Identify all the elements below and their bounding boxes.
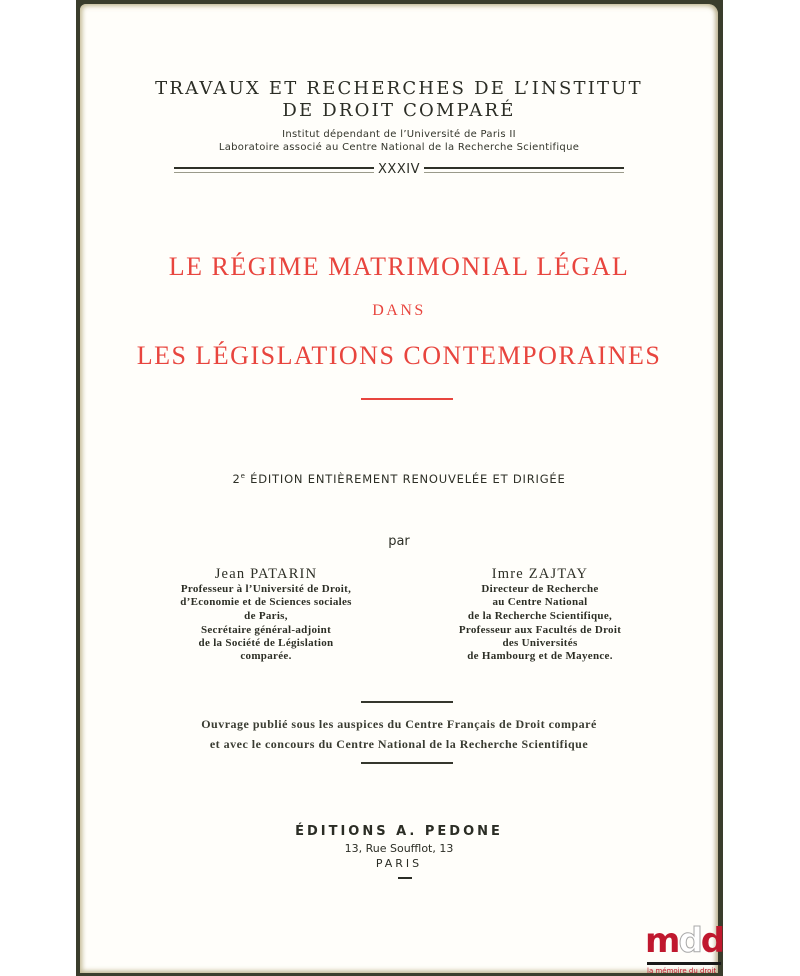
auspices-line2: et avec le concours du Centre National de la Recherche Scientifique	[209, 737, 589, 751]
logo-letter-d-outline: d	[678, 921, 701, 961]
volume-number: XXXIV	[378, 162, 420, 177]
author-affiliation-line: de Hambourg et de Mayence.	[467, 650, 613, 663]
auspices-rule-bottom	[361, 762, 453, 764]
logo-bar	[647, 962, 721, 965]
logo-mark	[645, 921, 724, 961]
series-subtitle-line1: Institut dépendant de l’Université de Paris II	[282, 129, 516, 140]
author-patarin	[166, 565, 366, 664]
author-last-name: PATARIN	[250, 566, 318, 582]
author-affiliation-line: de la Recherche Scientifique,	[467, 609, 613, 622]
series-subtitle-line2: Laboratoire associé au Centre National de la Recherche Scientifique	[218, 142, 580, 153]
author-affiliation-line: Professeur à l’Université de Droit,	[180, 583, 352, 595]
auspices-line1: Ouvrage publié sous les auspices du Centre Français de Droit comparé	[201, 717, 597, 731]
publisher-address: 13, Rue Soufflot, 13	[344, 842, 454, 855]
edition-text: ÉDITION ENTIÈREMENT RENOUVELÉE ET DIRIGÉE	[245, 472, 566, 486]
auspices-rule-top	[361, 701, 453, 703]
author-affiliation-line: Directeur de Recherche	[481, 583, 599, 595]
publisher-city: PARIS	[375, 857, 423, 870]
cover-page	[80, 4, 718, 973]
author-affiliation-line: des Universités	[502, 637, 578, 650]
edition-statement	[80, 472, 718, 486]
author-first-name: Jean	[214, 566, 246, 582]
logo-letter-m: m	[645, 921, 679, 961]
author-affiliation-line: de Paris,	[244, 609, 288, 622]
author-first-name: Imre	[491, 566, 524, 582]
author-name	[166, 565, 366, 583]
mdd-logo	[645, 920, 723, 976]
author-affiliation-line: de la Société de Législation	[198, 637, 334, 650]
book-cover	[76, 0, 723, 976]
title-divider	[361, 398, 453, 400]
book-title-line2: DANS	[372, 302, 426, 319]
author-last-name: ZAJTAY	[528, 566, 589, 582]
volume-rule-right	[424, 167, 624, 173]
logo-tagline: la mémoire du droit	[647, 967, 717, 975]
edition-number: 2	[232, 472, 241, 486]
logo-letter-d: d	[700, 921, 724, 961]
author-affiliation-line: comparée.	[240, 650, 292, 663]
edition-suffix: e	[240, 472, 246, 481]
volume-row	[80, 162, 718, 177]
author-name	[430, 565, 650, 583]
publisher-name: ÉDITIONS A. PEDONE	[295, 824, 503, 839]
author-affiliation-line: d’Economie et de Sciences sociales	[180, 596, 352, 609]
book-title-line3: LES LÉGISLATIONS CONTEMPORAINES	[136, 341, 662, 370]
series-title-line2: DE DROIT COMPARÉ	[282, 100, 516, 121]
publisher-dash	[398, 877, 412, 879]
author-affiliation-line: au Centre National	[492, 596, 588, 609]
author-affiliation-line: Secrétaire général-adjoint	[200, 623, 332, 636]
series-title-line1: TRAVAUX ET RECHERCHES DE L’INSTITUT	[155, 78, 643, 99]
by-label: par	[388, 534, 410, 549]
author-zajtay	[430, 565, 650, 664]
book-title-line1: LE RÉGIME MATRIMONIAL LÉGAL	[168, 252, 630, 281]
author-affiliation-line: Professeur aux Facultés de Droit	[458, 623, 622, 636]
volume-rule-left	[174, 167, 374, 173]
